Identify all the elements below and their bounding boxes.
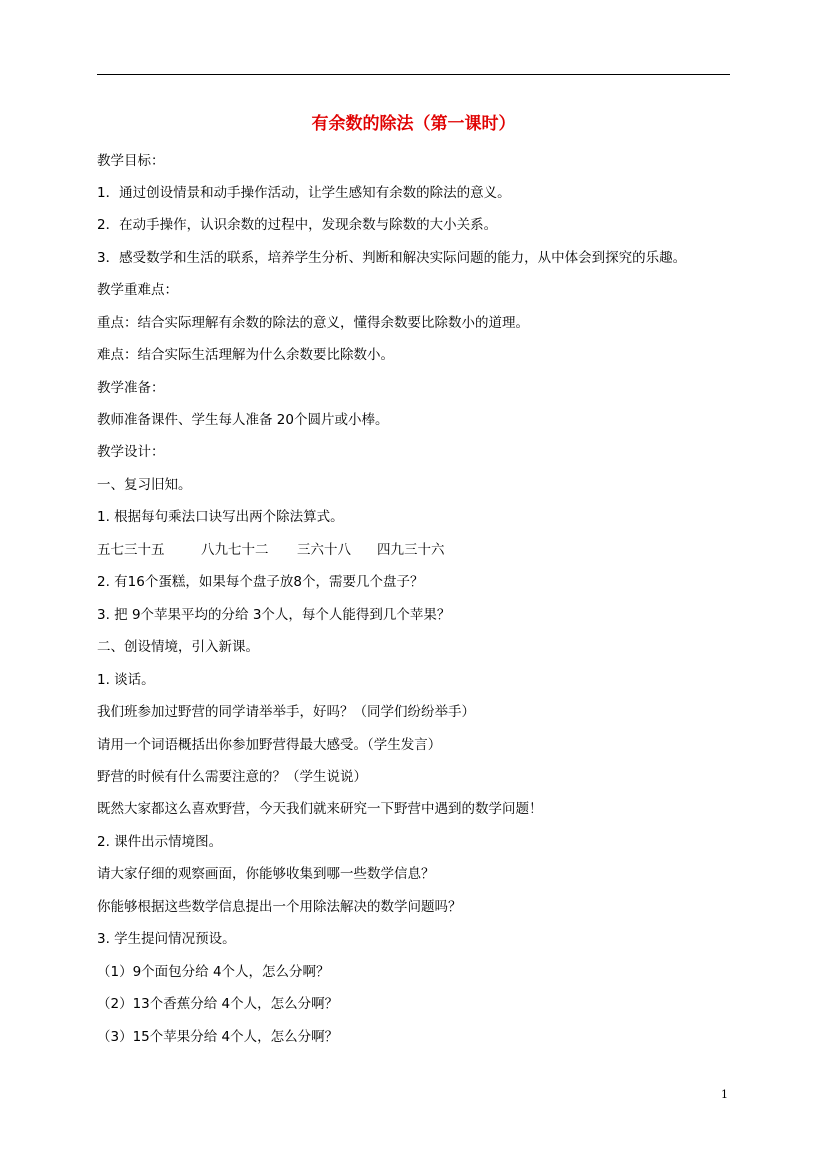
paragraph: 3．感受数学和生活的联系，培养学生分析、判断和解决实际问题的能力，从中体会到探究的乐趣。 xyxy=(97,250,687,266)
paragraph: 二、创设情境，引入新课。 xyxy=(97,639,259,655)
rhyme-item: 八九七十二 xyxy=(201,542,269,558)
paragraph: 1. 根据每句乘法口诀写出两个除法算式。 xyxy=(97,509,344,525)
page-number: 1 xyxy=(721,1088,728,1101)
paragraph: 既然大家都这么喜欢野营，今天我们就来研究一下野营中遇到的数学问题！ xyxy=(97,801,543,817)
rhyme-item: 三六十八 xyxy=(297,542,351,558)
multiplication-rhymes xyxy=(97,541,445,559)
list-item: （1）9个面包分给 4个人，怎么分啊？ xyxy=(97,964,330,980)
rhyme-item: 四九三十六 xyxy=(377,542,445,558)
section-heading-design: 教学设计： xyxy=(97,444,165,460)
paragraph: 2．在动手操作，认识余数的过程中，发现余数与除数的大小关系。 xyxy=(97,217,498,233)
paragraph: 重点：结合实际理解有余数的除法的意义，懂得余数要比除数小的道理。 xyxy=(97,315,529,331)
page-title: 有余数的除法（第一课时） xyxy=(311,114,516,134)
paragraph: 1. 谈话。 xyxy=(97,672,155,688)
section-heading-key-points: 教学重难点： xyxy=(97,282,178,298)
section-heading-preparation: 教学准备： xyxy=(97,380,165,396)
paragraph: 教师准备课件、学生每人准备 20个圆片或小棒。 xyxy=(97,412,389,428)
list-item: （2）13个香蕉分给 4个人，怎么分啊？ xyxy=(97,996,339,1012)
paragraph: 一、复习旧知。 xyxy=(97,477,192,493)
paragraph: 2. 课件出示情境图。 xyxy=(97,834,223,850)
paragraph: 3. 学生提问情况预设。 xyxy=(97,931,236,947)
paragraph: 2. 有16个蛋糕，如果每个盘子放8个，需要几个盘子？ xyxy=(97,574,424,590)
paragraph: 你能够根据这些数学信息提出一个用除法解决的数学问题吗？ xyxy=(97,899,462,915)
paragraph: 3. 把 9个苹果平均的分给 3个人，每个人能得到几个苹果？ xyxy=(97,607,451,623)
paragraph: 请用一个词语概括出你参加野营得最大感受。（学生发言） xyxy=(97,737,442,753)
paragraph: 请大家仔细的观察画面，你能够收集到哪一些数学信息？ xyxy=(97,866,435,882)
section-heading-goals: 教学目标： xyxy=(97,153,165,169)
header-rule xyxy=(97,74,730,75)
paragraph: 我们班参加过野营的同学请举举手，好吗？（同学们纷纷举手） xyxy=(97,704,475,720)
paragraph: 难点：结合实际生活理解为什么余数要比除数小。 xyxy=(97,347,394,363)
paragraph: 1．通过创设情景和动手操作活动，让学生感知有余数的除法的意义。 xyxy=(97,185,511,201)
rhyme-item: 五七三十五 xyxy=(97,542,165,558)
paragraph: 野营的时候有什么需要注意的？（学生说说） xyxy=(97,769,367,785)
list-item: （3）15个苹果分给 4个人，怎么分啊？ xyxy=(97,1029,339,1045)
